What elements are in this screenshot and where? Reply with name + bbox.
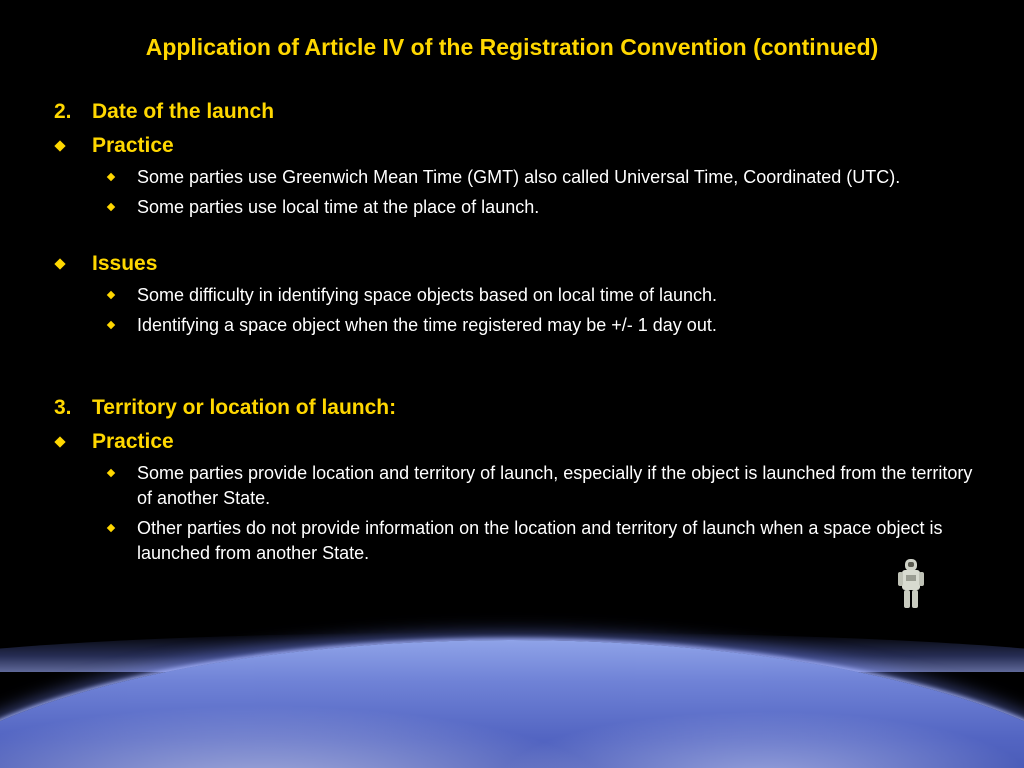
diamond-bullet-icon	[54, 436, 65, 447]
diamond-bullet-icon	[107, 291, 115, 299]
spacer	[52, 343, 992, 393]
group-title: Practice	[92, 430, 174, 453]
bullet-item	[52, 461, 992, 511]
slide-title: Application of Article IV of the Registration Convention (continued)	[145, 34, 879, 60]
section-title: Territory or location of launch:	[92, 396, 397, 419]
bullet-text: Some parties provide location and territory of launch, especially if the object is launched from the territory of another State.	[137, 463, 973, 508]
diamond-bullet-icon	[54, 258, 65, 269]
spacer	[52, 225, 992, 249]
bullet-text: Some difficulty in identifying space objects based on local time of launch.	[137, 285, 717, 305]
section-heading	[52, 97, 992, 131]
group-heading	[52, 249, 992, 283]
diamond-bullet-icon	[107, 524, 115, 532]
section-heading	[52, 393, 992, 427]
bullet-item	[52, 283, 992, 308]
bullet-text: Other parties do not provide information on the location and territory of launch when a space object is launched from another State.	[137, 518, 943, 563]
group-title: Practice	[92, 134, 174, 157]
group-title: Issues	[92, 252, 158, 275]
bullet-item	[52, 516, 992, 566]
slide-content	[52, 97, 992, 571]
section-title: Date of the launch	[92, 100, 275, 123]
astronaut-image	[898, 557, 924, 613]
bullet-item	[52, 313, 992, 338]
diamond-bullet-icon	[107, 469, 115, 477]
diamond-bullet-icon	[107, 203, 115, 211]
group-heading	[52, 427, 992, 461]
bullet-text: Identifying a space object when the time registered may be +/- 1 day out.	[137, 315, 717, 335]
bullet-text: Some parties use local time at the place of launch.	[137, 197, 540, 217]
diamond-bullet-icon	[54, 140, 65, 151]
section-number: 2.	[54, 100, 72, 123]
bullet-item	[52, 195, 992, 220]
bullet-item	[52, 165, 992, 190]
bullet-text: Some parties use Greenwich Mean Time (GMT) also called Universal Time, Coordinated (UTC).	[137, 167, 901, 187]
diamond-bullet-icon	[107, 173, 115, 181]
section-number: 3.	[54, 396, 72, 419]
group-heading	[52, 131, 992, 165]
diamond-bullet-icon	[107, 321, 115, 329]
